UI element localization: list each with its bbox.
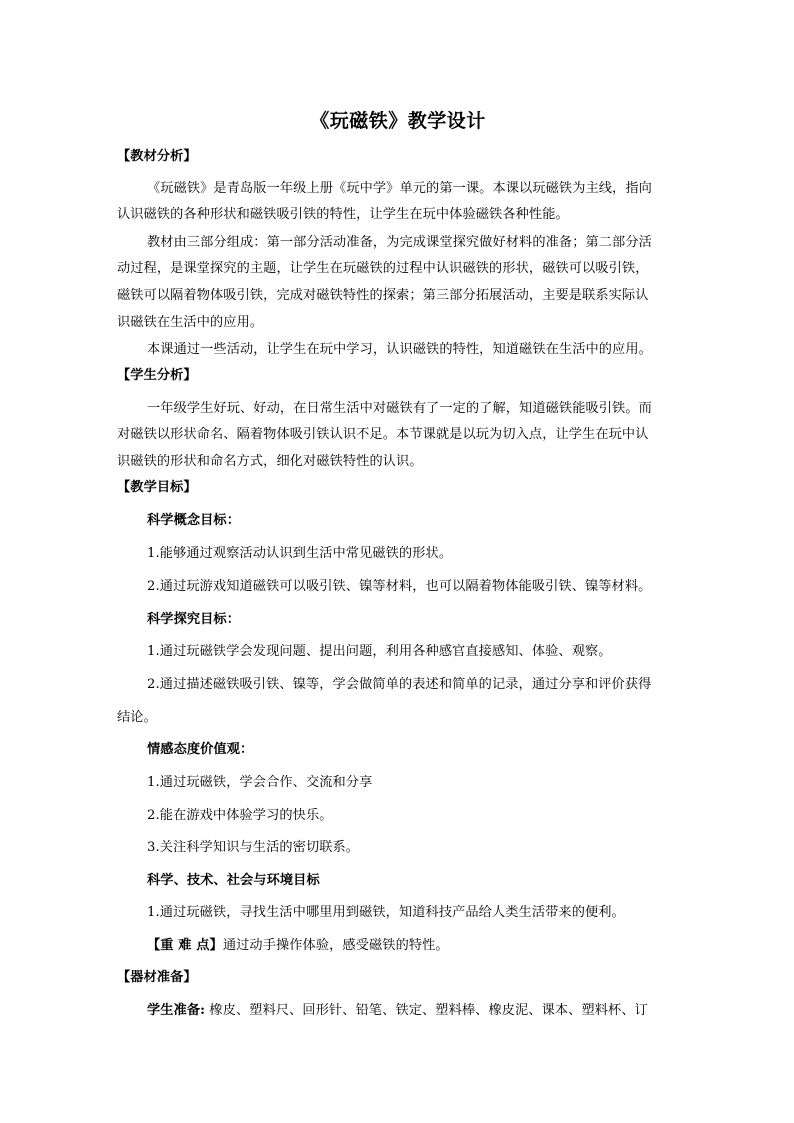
- paragraph-line: 磁铁可以隔着物体吸引铁，完成对磁铁特性的探索；第三部分拓展活动，主要是联系实际认: [117, 288, 649, 303]
- key-points-text: 通过动手操作体验，感受磁铁的特性。: [222, 938, 449, 953]
- section-heading-teaching-goals: 【教学目标】: [117, 480, 197, 495]
- subheading-science-inquiry: 科学探究目标：: [147, 612, 241, 627]
- paragraph-line: 识磁铁的形状和命名方式，细化对磁铁特性的认识。: [117, 454, 423, 469]
- key-points-label: 【重 难 点】: [147, 938, 223, 953]
- paragraph-line: 对磁铁以形状命名、隔着物体吸引铁认识不足。本节课就是以玩为切入点，让学生在玩中认: [117, 427, 649, 442]
- goal-item: 3.关注科学知识与生活的密切联系。: [147, 840, 360, 855]
- subheading-science-concept: 科学概念目标：: [147, 513, 241, 528]
- goal-item: 1.能够通过观察活动认识到生活中常见磁铁的形状。: [147, 546, 453, 561]
- key-points-line: [147, 937, 449, 955]
- paragraph-line: 认识磁铁的各种形状和磁铁吸引铁的特性，让学生在玩中体验磁铁各种性能。: [117, 207, 569, 222]
- section-heading-equipment: 【器材准备】: [117, 970, 197, 985]
- paragraph-line: 教材由三部分组成：第一部分活动准备，为完成课堂探究做好材料的准备；第二部分活: [147, 235, 652, 250]
- equipment-student-line: [147, 1002, 648, 1020]
- document-page: [117, 0, 679, 1123]
- subheading-attitude: 情感态度价值观：: [147, 742, 254, 757]
- paragraph-line: 一年级学生好玩、好动，在日常生活中对磁铁有了一定的了解，知道磁铁能吸引铁。而: [147, 401, 652, 416]
- goal-item: 1.通过玩磁铁学会发现问题、提出问题，利用各种感官直接感知、体验、观察。: [147, 644, 612, 659]
- goal-item: 1.通过玩磁铁，学会合作、交流和分享: [147, 775, 373, 790]
- section-heading-student-analysis: 【学生分析】: [117, 368, 197, 383]
- goal-item: 2.通过描述磁铁吸引铁、镍等，学会做简单的表述和简单的记录，通过分享和评价获得: [147, 677, 652, 692]
- equipment-student-text: 橡皮、塑料尺、回形针、铅笔、铁定、塑料棒、橡皮泥、课本、塑料杯、订: [205, 1003, 648, 1018]
- goal-item-continuation: 结论。: [117, 710, 157, 725]
- paragraph-line: 动过程，是课堂探究的主题，让学生在玩磁铁的过程中认识磁铁的形状，磁铁可以吸引铁，: [117, 261, 649, 276]
- document-title: 《玩磁铁》教学设计: [310, 110, 486, 132]
- paragraph-line: 《玩磁铁》是青岛版一年级上册《玩中学》单元的第一课。本课以玩磁铁为主线，指向: [147, 181, 652, 196]
- goal-item: 1.通过玩磁铁，寻找生活中哪里用到磁铁，知道科技产品给人类生活带来的便利。: [147, 905, 625, 920]
- paragraph-line: 本课通过一些活动，让学生在玩中学习，认识磁铁的特性，知道磁铁在生活中的应用。: [147, 342, 652, 357]
- equipment-student-label: 学生准备:: [147, 1003, 206, 1018]
- goal-item: 2.能在游戏中体验学习的快乐。: [147, 808, 333, 823]
- paragraph-line: 识磁铁在生活中的应用。: [117, 315, 264, 330]
- goal-item: 2.通过玩游戏知道磁铁可以吸引铁、镍等材料，也可以隔着物体能吸引铁、镍等材料。: [147, 579, 652, 594]
- subheading-sts: 科学、技术、社会与环境目标: [147, 873, 320, 888]
- section-heading-material-analysis: 【教材分析】: [117, 149, 197, 164]
